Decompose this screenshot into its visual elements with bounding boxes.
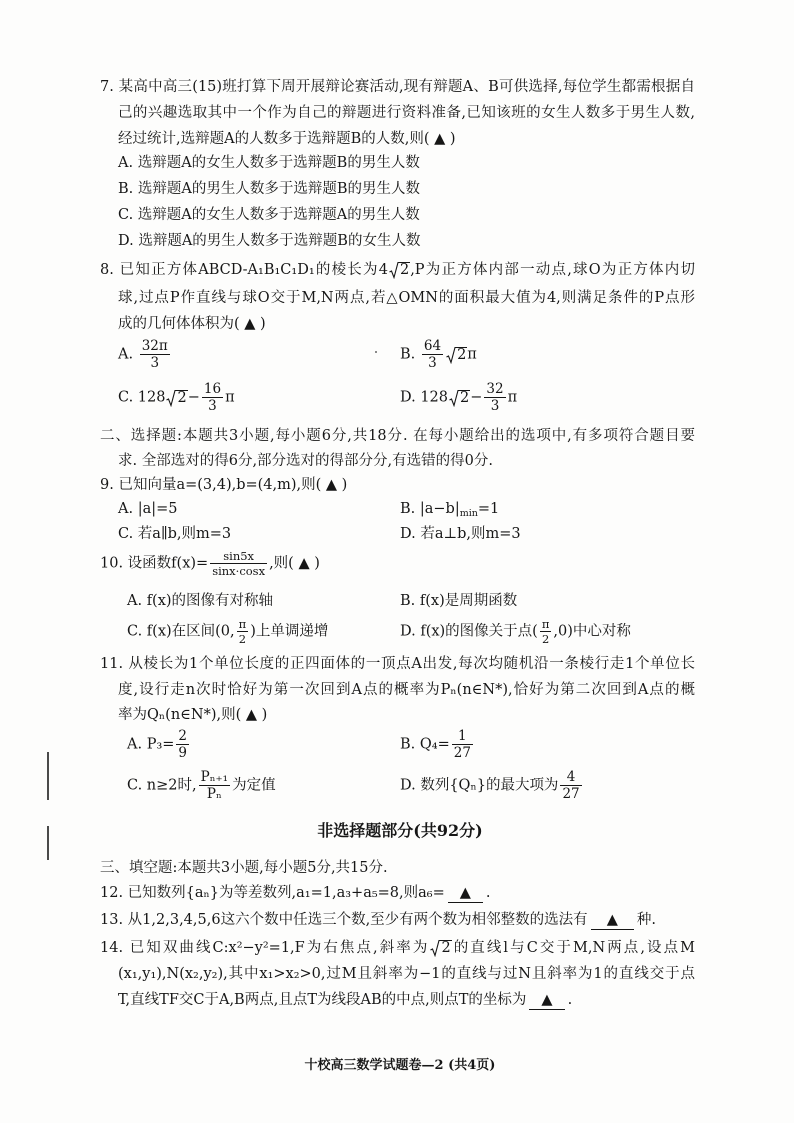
square-root	[430, 940, 451, 956]
denominator: 9	[178, 745, 188, 761]
radical-sign-icon	[449, 390, 459, 407]
option-c	[118, 381, 235, 414]
question-stem-line: 度,设行走n次时恰好为第一次回到A点的概率为Pₙ(n∈N*),恰好为第二次回到A点的概	[118, 682, 695, 698]
option-text: B. |a−b|	[400, 501, 460, 517]
section-3-instructions: 三、填空题:本题共3小题,每小题5分,共15分.	[100, 860, 388, 876]
option-c: C. 若a∥b,则m=3	[118, 526, 232, 542]
option-text: A. P₃=	[127, 736, 175, 753]
question-stem-line: 己的兴趣选取其中一个作为自己的辩题进行资料准备,已知该班的女生人数多于男生人数,	[118, 105, 695, 121]
numerator: 2	[178, 728, 188, 744]
option-text: 为定值	[232, 777, 276, 794]
stem-text: .	[485, 885, 491, 901]
option-a: A. 选辩题A的女生人数多于选辩题B的男生人数	[118, 155, 420, 171]
option-text: D. f(x)的图像关于点(	[400, 623, 538, 640]
answer-blank: ▲	[448, 885, 483, 903]
section-heading-line: 求. 全部选对的得6分,部分选对的得部分分,有选错的得0分.	[118, 453, 493, 469]
stem-text: 14. 已知双曲线C:x²−y²=1,F为右焦点,斜率为	[100, 940, 430, 956]
scan-speck	[375, 351, 377, 353]
scan-mark	[47, 752, 49, 800]
option-text: C. n≥2时,	[127, 777, 197, 794]
stem-text: 的直线l与C交于M,N两点,设点M	[451, 940, 695, 956]
question-stem-line: 9. 已知向量a=(3,4),b=(4,m),则( ▲ )	[100, 477, 348, 493]
stem-text: 8. 已知正方体ABCD-A₁B₁C₁D₁的棱长为4	[100, 262, 388, 278]
stem-text: 10. 设函数f(x)=	[100, 555, 209, 572]
stem-text: 12. 已知数列{aₙ}为等差数列,a₁=1,a₃+a₅=8,则a₆=	[100, 885, 445, 901]
stem-text: .	[567, 992, 573, 1008]
denominator: 2	[238, 632, 247, 646]
question-stem-line	[118, 989, 695, 1011]
question-stem-line	[100, 549, 695, 578]
stem-text: ,P为正方体内部一动点,球O为正方体内切	[410, 262, 695, 278]
option-a: A. |a|=5	[118, 501, 178, 517]
square-root	[389, 262, 410, 278]
denominator: Pₙ	[206, 786, 222, 802]
denominator: sinx·cosx	[212, 564, 266, 578]
option-d	[400, 769, 584, 802]
pi-symbol: π	[467, 346, 477, 363]
stem-text: 种.	[636, 912, 656, 928]
denominator: 2	[541, 632, 550, 646]
option-label: B.	[400, 346, 416, 363]
question-stem-line: 球,过点P作直线与球O交于M,N两点,若△OMN的面积最大值为4,则满足条件的P点形	[118, 290, 695, 306]
numerator: 64	[423, 338, 442, 354]
denominator: 3	[150, 355, 160, 371]
pi-symbol: π	[225, 389, 235, 406]
radicand: 2	[460, 389, 470, 406]
option-b: B. f(x)是周期函数	[400, 593, 518, 609]
option-a: A. f(x)的图像有对称轴	[127, 593, 274, 609]
radical-sign-icon	[389, 262, 399, 279]
radicand: 2	[441, 940, 451, 956]
denominator: 27	[562, 786, 580, 802]
page-footer: 十校高三数学试题卷—2 (共4页)	[304, 1058, 496, 1073]
radical-sign-icon	[446, 347, 456, 364]
option-d	[400, 381, 517, 414]
option-text: B. Q₄=	[400, 736, 450, 753]
question-stem-line	[100, 259, 695, 281]
question-12	[100, 882, 695, 904]
numerator: Pₙ₊₁	[200, 769, 229, 785]
fraction	[452, 728, 473, 761]
section-heading-line: 二、选择题:本题共3小题,每小题6分,共18分. 在每小题给出的选项中,有多项符合题目要	[100, 428, 695, 444]
option-d	[400, 617, 631, 646]
option-d: D. 若a⊥b,则m=3	[400, 526, 521, 542]
option-b: B. 选辩题A的男生人数多于选辩题B的男生人数	[118, 181, 420, 197]
numerator: π	[541, 617, 550, 631]
numerator: sin5x	[210, 549, 267, 564]
option-text: =1	[477, 501, 500, 517]
fraction	[140, 338, 170, 371]
fraction	[237, 617, 249, 646]
fraction	[422, 338, 443, 371]
option-text: C. f(x)在区间(0,	[127, 623, 235, 640]
denominator: 27	[453, 745, 471, 761]
numerator: π	[238, 617, 247, 631]
minus-sign: −	[470, 389, 483, 406]
option-text: D. 数列{Qₙ}的最大项为	[400, 777, 559, 794]
question-stem-line: 率为Qₙ(n∈N*),则( ▲ )	[118, 707, 268, 723]
fraction	[199, 769, 230, 802]
fraction	[210, 549, 267, 578]
option-label: C.	[118, 389, 134, 406]
question-stem-line: 成的几何体体积为( ▲ )	[118, 316, 266, 332]
part-heading: 非选择题部分(共92分)	[317, 821, 483, 840]
answer-blank: ▲	[591, 912, 634, 930]
option-d: D. 选辩题A的男生人数多于选辩题B的女生人数	[118, 233, 421, 249]
question-13	[100, 909, 695, 931]
pi-symbol: π	[507, 389, 518, 406]
question-stem-line	[100, 937, 695, 959]
option-a	[118, 338, 172, 371]
denominator: 3	[208, 398, 217, 414]
subscript: min	[459, 508, 478, 519]
numerator: 16	[203, 381, 222, 397]
fraction	[540, 617, 552, 646]
option-c	[127, 617, 328, 646]
radical-sign-icon	[166, 390, 176, 407]
option-b	[400, 338, 477, 371]
option-b	[400, 728, 475, 761]
fraction	[560, 769, 581, 802]
question-stem-line: 经过统计,选辩题A的人数多于选辩题B的人数,则( ▲ )	[118, 131, 456, 147]
stem-text: ,则( ▲ )	[269, 555, 320, 572]
option-c: C. 选辩题A的女生人数多于选辩题A的男生人数	[118, 207, 420, 223]
square-root	[449, 390, 470, 406]
option-b	[400, 498, 499, 525]
radical-sign-icon	[430, 940, 440, 957]
option-text: )上单调递增	[250, 623, 329, 640]
fraction	[202, 381, 223, 414]
coefficient: 128	[137, 389, 166, 406]
option-label: D.	[400, 389, 416, 406]
square-root	[166, 390, 187, 406]
square-root	[446, 347, 467, 363]
question-stem-line: (x₁,y₁),N(x₂,y₂),其中x₁>x₂>0,过M且斜率为−1的直线与过N且斜率为1的直线交于点	[118, 966, 695, 982]
answer-blank: ▲	[529, 992, 564, 1010]
question-stem-line: 11. 从棱长为1个单位长度的正四面体的一顶点A出发,每次均随机沿一条棱行走1个单位长	[100, 656, 695, 672]
stem-text: T,直线TF交C于A,B两点,且点T为线段AB的中点,则点T的坐标为	[118, 992, 527, 1008]
denominator: 3	[490, 398, 500, 414]
option-a	[127, 728, 191, 761]
minus-sign: −	[187, 389, 200, 406]
option-label: A.	[118, 346, 134, 363]
stem-text: 13. 从1,2,3,4,5,6这六个数中任选三个数,至少有两个数为相邻整数的选法有	[100, 912, 588, 928]
question-stem-line: 7. 某高中高三(15)班打算下周开展辩论赛活动,现有辩题A、B可供选择,每位学生都需根据自	[100, 79, 695, 95]
option-c	[127, 769, 276, 802]
coefficient: 128	[420, 389, 449, 406]
numerator: 32π	[141, 338, 168, 354]
fraction	[176, 728, 189, 761]
denominator: 3	[428, 355, 437, 371]
numerator: 1	[452, 728, 473, 745]
numerator: 32	[486, 381, 504, 397]
scan-mark	[47, 826, 49, 860]
radicand: 2	[399, 262, 410, 278]
radicand: 2	[457, 346, 467, 363]
option-text: ,0)中心对称	[553, 623, 631, 640]
radicand: 2	[177, 389, 187, 406]
numerator: 4	[560, 769, 581, 786]
fraction	[484, 381, 505, 414]
